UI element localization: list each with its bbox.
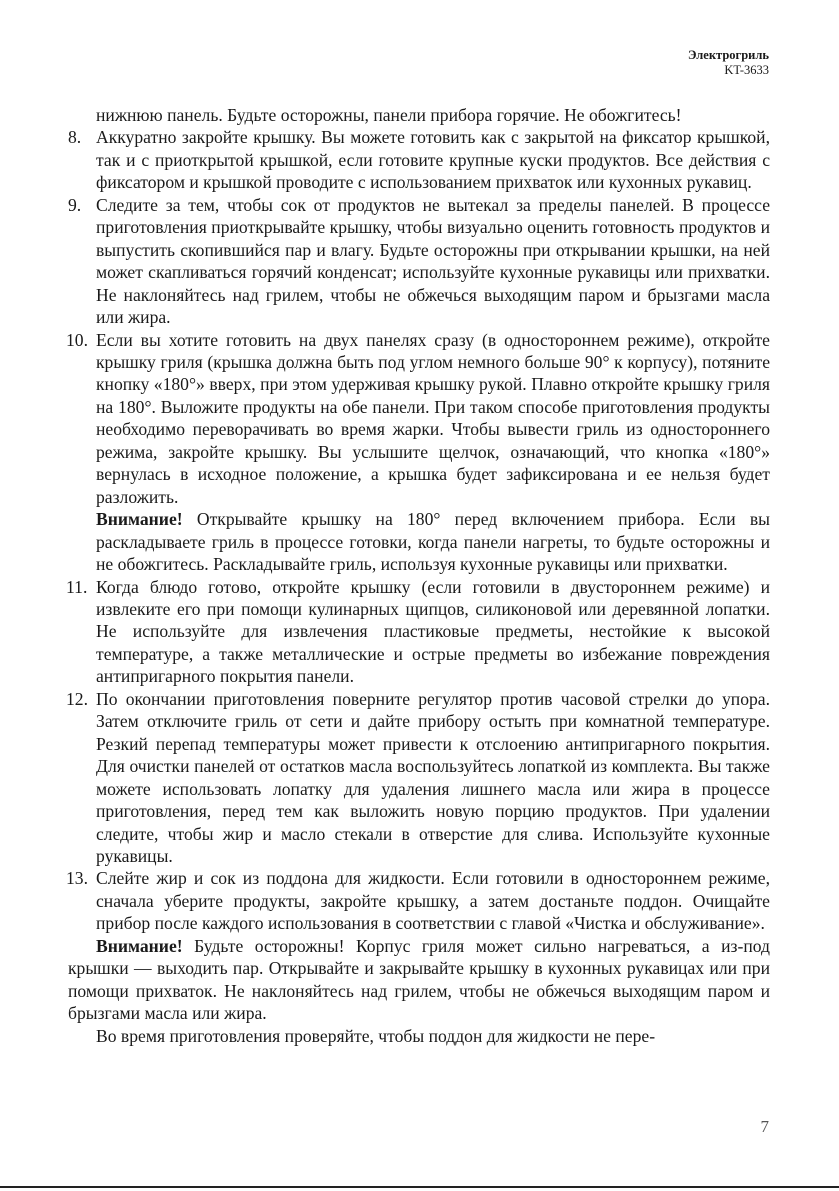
- step-11: [68, 576, 770, 688]
- step-number: 10.: [66, 329, 88, 350]
- step-number: 12.: [66, 688, 88, 709]
- instruction-steps: [68, 126, 770, 934]
- model-number: KT-3633: [724, 63, 769, 77]
- final-paragraph: Во время приготовления проверяйте, чтобы поддон для жидкости не пере-: [96, 1025, 656, 1046]
- continuation-text: нижнюю панель. Будьте осторожны, панели прибора горячие. Не обожгитесь!: [96, 105, 682, 125]
- step-12: [68, 688, 770, 868]
- step-8: [68, 126, 770, 193]
- step-text: По окончании приготовления поверните регулятор против часовой стрелки до упора. Затем отключите гриль от сети и дайте прибору остыть при комнатной температуре. Резкий перепад температуры может привести к отслоению антипригарного покрытия. Для очистки панелей от остатков масла воспользуйтесь лопаткой из комплекта. Вы также можете использовать лопатку для удаления лишнего масла или жира в процессе приготовления, перед тем как выложить новую порцию продуктов. При удалении следите, чтобы жир и масло стекали в отверстие для слива. Используйте кухонные рукавицы.: [96, 688, 770, 866]
- step-number: 8.: [68, 127, 82, 148]
- step-number: 9.: [68, 194, 82, 215]
- warning-label: Внимание!: [96, 509, 183, 530]
- step-text: Аккуратно закройте крышку. Вы можете готовить как с закрытой на фиксатор крышкой, так и с приоткрытой крышкой, если готовите крупные куски продуктов. Все действия с фиксатором и крышкой проводите с использованием прихваток или кухонных рукавиц.: [96, 127, 770, 193]
- step-number: 13.: [66, 868, 88, 889]
- step-10: [68, 329, 770, 576]
- step-9: [68, 194, 770, 329]
- step-text: Если вы хотите готовить на двух панелях сразу (в одностороннем режиме), откройте крышку гриля (крышка должна быть под углом немного больше 90° к корпусу), потяните кнопку «180°» вверх, при этом удерживая крышку рукой. Плавно откройте крышку гриля на 180°. Выложите продукты на обе панели. При таком способе приготовления продукты необходимо переворачивать во время жарки. Чтобы вывести гриль из одностороннего режима, закройте крышку. Вы услышите щелчок, означающий, что кнопка «180°» вернулась в исходное положение, а крышка будет зафиксирована и ее нельзя будет разложить.: [96, 329, 770, 507]
- footer-rule: [0, 1186, 839, 1188]
- step-text: Когда блюдо готово, откройте крышку (если готовили в двустороннем режиме) и извлеките его при помощи кулинарных щипцов, силиконовой или деревянной лопатки. Не используйте для извлечения пластиковые предметы, нестойкие к высокой температуре, а также металлические и острые предметы во избежание повреждения антипригарного покрытия панели.: [96, 576, 770, 687]
- instructions-body: [68, 104, 770, 1047]
- warning-label: Внимание!: [96, 935, 183, 956]
- step-warning: [96, 508, 770, 575]
- product-name: Электрогриль: [687, 48, 769, 62]
- final-warning: [68, 935, 770, 1025]
- page-number: 7: [760, 1117, 769, 1136]
- step-text: Следите за тем, чтобы сок от продуктов не вытекал за пределы панелей. В процессе приготовления приоткрывайте крышку, чтобы визуально оценить готовность продуктов и выпустить скопившийся пар и влагу. Будьте осторожны при открывании крышки, на ней может скапливаться горячий конденсат; используйте кухонные рукавицы или прихватки. Не наклоняйтесь над грилем, чтобы не обжечься выходящим паром и брызгами масла или жира.: [96, 194, 770, 328]
- step-13: [68, 867, 770, 934]
- page-header: [688, 48, 769, 78]
- warning-text: Открывайте крышку на 180° перед включением прибора. Если вы раскладываете гриль в процессе готовки, когда панели нагреты, то будьте осторожны и не обожгитесь. Раскладывайте гриль, используя кухонные рукавицы или прихватки.: [96, 509, 770, 575]
- step-text: Слейте жир и сок из поддона для жидкости. Если готовили в одностороннем режиме, сначала уберите продукты, закройте крышку, а затем достаньте поддон. Очищайте прибор после каждого использования в соответствии с главой «Чистка и обслуживание».: [96, 868, 770, 934]
- warning-text: Будьте осторожны! Корпус гриля может сильно нагреваться, а из-под крышки — выходить пар. Открывайте и закрывайте крышку в кухонных рукавицах или при помощи прихваток. Не наклоняйтесь над грилем, чтобы не обжечься выходящим паром и брызгами масла или жира.: [68, 935, 770, 1024]
- step-number: 11.: [66, 576, 88, 597]
